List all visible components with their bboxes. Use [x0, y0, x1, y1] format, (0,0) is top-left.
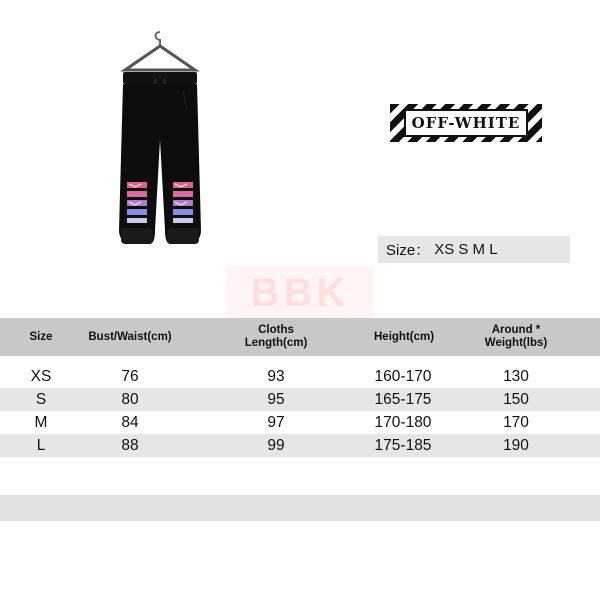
header-size: Size [29, 330, 53, 343]
cell-weight: 150 [503, 390, 529, 408]
cell-length: 93 [267, 367, 285, 385]
header-bust-waist: Bust/Waist(cm) [88, 330, 172, 343]
empty-footer-bar [0, 495, 600, 521]
cell-height: 165-175 [374, 390, 432, 408]
brand-logo-text: OFF-WHITE [404, 109, 529, 137]
cell-size: M [34, 413, 48, 431]
brand-logo [390, 104, 542, 142]
cell-weight: 170 [503, 413, 529, 431]
table-row [0, 388, 600, 411]
size-chart-table [0, 318, 600, 457]
sizes-label: Size： [386, 242, 431, 259]
header-height: Height(cm) [374, 330, 435, 343]
cell-length: 99 [267, 436, 285, 454]
table-row [0, 411, 600, 434]
cell-bust-waist: 76 [121, 367, 139, 385]
cell-bust-waist: 88 [121, 436, 139, 454]
cell-length: 97 [267, 413, 285, 431]
cell-weight: 130 [503, 367, 529, 385]
table-row [0, 365, 600, 388]
header-weight: Around * Weight(lbs) [484, 324, 548, 349]
cell-size: S [35, 390, 47, 408]
cell-height: 170-180 [374, 413, 432, 431]
cell-bust-waist: 80 [121, 390, 139, 408]
cell-length: 95 [267, 390, 285, 408]
cell-height: 175-185 [374, 436, 432, 454]
cell-bust-waist: 84 [121, 413, 139, 431]
table-header-row [0, 318, 600, 356]
table-row [0, 434, 600, 457]
header-cloths-length: Cloths Length(cm) [244, 324, 308, 349]
sweatpants-image [105, 30, 215, 250]
sizes-value: XS S M L [434, 241, 498, 258]
watermark: BBK [226, 266, 374, 320]
cell-size: L [36, 436, 46, 454]
cell-weight: 190 [503, 436, 529, 454]
available-sizes [378, 236, 570, 263]
cell-height: 160-170 [374, 367, 432, 385]
cell-size: XS [30, 367, 52, 385]
